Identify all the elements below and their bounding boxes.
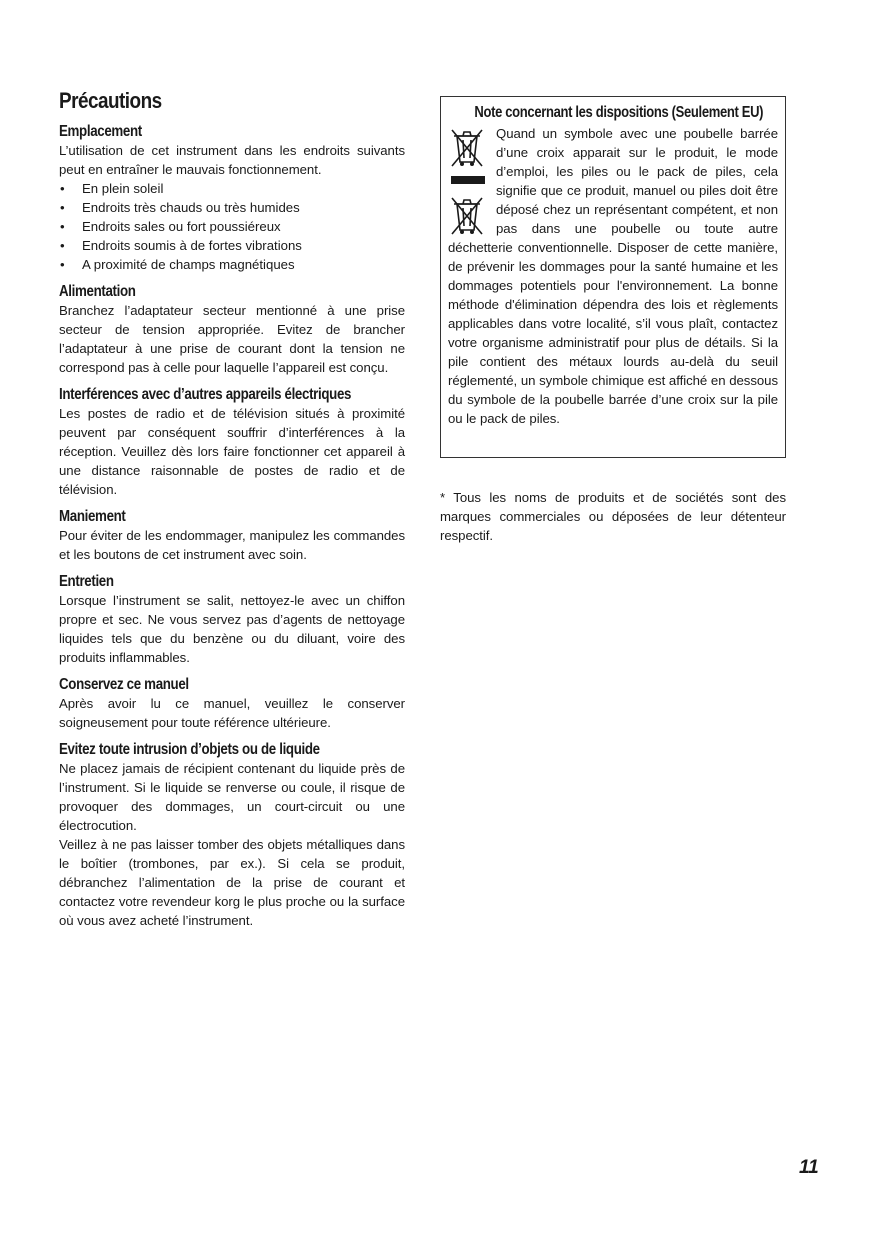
eu-note-text: Quand un symbole avec une poubelle barrée d’une croix apparait sur le produit, le mode d’emploi, les piles ou le pack de piles, cela signifie que ce produit, manuel ou piles doit être déposé chez un représentant compétent, et non pas dans une poubelle ou toute autre déchetterie conventionnelle. Disposer de cette manière, de prévenir les dommages pour la santé humaine et les dommages potentiels pour l'environnement. La bonne méthode d'élimination dépendra des lois et règlements applicables dans votre localité, s’il vous plaît, contactez votre organisme administratif pour plus de détails. Si la pile contient des métaux lourds au-delà du seuil réglementé, un symbole chimique est affiché en dessous du symbole de la poubelle barrée d’une croix sur la pile ou le pack de piles. bbox=[448, 126, 778, 426]
eu-disposal-note bbox=[440, 96, 786, 458]
section-text: Pour éviter de les endommager, manipulez les commandes et les boutons de cet instrument avec soin. bbox=[59, 528, 405, 562]
section-heading: Entretien bbox=[59, 573, 114, 590]
bullet-list bbox=[59, 179, 405, 274]
right-column bbox=[440, 96, 786, 545]
section-emplacement bbox=[59, 122, 405, 274]
list-item: • Endroits sales ou fort poussiéreux bbox=[59, 217, 405, 236]
section-heading: Interférences avec d’autres appareils électriques bbox=[59, 386, 352, 403]
section-alimentation bbox=[59, 282, 405, 377]
section-heading: Maniement bbox=[59, 508, 126, 525]
section-text: Lorsque l’instrument se salit, nettoyez-le avec un chiffon propre et sec. Ne vous servez pas d’agents de nettoyage liquides tels que du benzène ou du diluant, voire des produits inflammables. bbox=[59, 593, 405, 665]
list-item: • Endroits soumis à de fortes vibrations bbox=[59, 236, 405, 255]
crossed-bin-icon bbox=[448, 194, 486, 236]
section-entretien bbox=[59, 572, 405, 667]
trademark-footnote: * Tous les noms de produits et de sociétés sont des marques commerciales ou déposées de leur détenteur respectif. bbox=[440, 490, 786, 543]
section-conservez bbox=[59, 675, 405, 732]
page-title: Précautions bbox=[59, 88, 162, 113]
eu-note-heading: Note concernant les dispositions (Seulement EU) bbox=[474, 104, 764, 121]
section-heading: Alimentation bbox=[59, 283, 136, 300]
section-maniement bbox=[59, 507, 405, 564]
list-item: • En plein soleil bbox=[59, 179, 405, 198]
section-text-2: Veillez à ne pas laisser tomber des objets métalliques dans le boîtier (trombones, par ex.). Si cela se produit, débranchez l’alimentation de la prise de courant et contactez votre revendeur korg le plus proche ou la surface où vous avez acheté l’instrument. bbox=[59, 837, 405, 928]
section-text: L’utilisation de cet instrument dans les endroits suivants peut en entraîner le mauvais fonctionnement. bbox=[59, 143, 405, 177]
section-heading: Evitez toute intrusion d’objets ou de liquide bbox=[59, 741, 320, 758]
left-column bbox=[59, 88, 405, 938]
black-bar-icon bbox=[451, 176, 485, 184]
list-item: • Endroits très chauds ou très humides bbox=[59, 198, 405, 217]
section-heading: Emplacement bbox=[59, 123, 142, 140]
section-text: Les postes de radio et de télévision situés à proximité peuvent par conséquent souffrir d’interférences à la réception. Veuillez dès lors faire fonctionner cet appareil à une distance raisonnable de postes de radio et de télévision. bbox=[59, 406, 405, 497]
page-number: 11 bbox=[799, 1157, 819, 1178]
section-text: Après avoir lu ce manuel, veuillez le conserver soigneusement pour toute référence ultérieure. bbox=[59, 696, 405, 730]
eu-note-icons bbox=[448, 126, 488, 236]
section-intrusion bbox=[59, 740, 405, 930]
section-interferences bbox=[59, 385, 405, 499]
crossed-bin-icon bbox=[448, 126, 486, 168]
list-item: • A proximité de champs magnétiques bbox=[59, 255, 405, 274]
section-text: Branchez l’adaptateur secteur mentionné à une prise secteur de tension appropriée. Evitez de brancher l’adaptateur à une prise de courant dont la tension ne correspond pas à celle pour laquelle l’appareil est conçu. bbox=[59, 303, 405, 375]
section-heading: Conservez ce manuel bbox=[59, 676, 189, 693]
section-text: Ne placez jamais de récipient contenant du liquide près de l’instrument. Si le liquide se renverse ou coule, il risque de provoquer des dommages, un court-circuit ou une électrocution. bbox=[59, 761, 405, 833]
